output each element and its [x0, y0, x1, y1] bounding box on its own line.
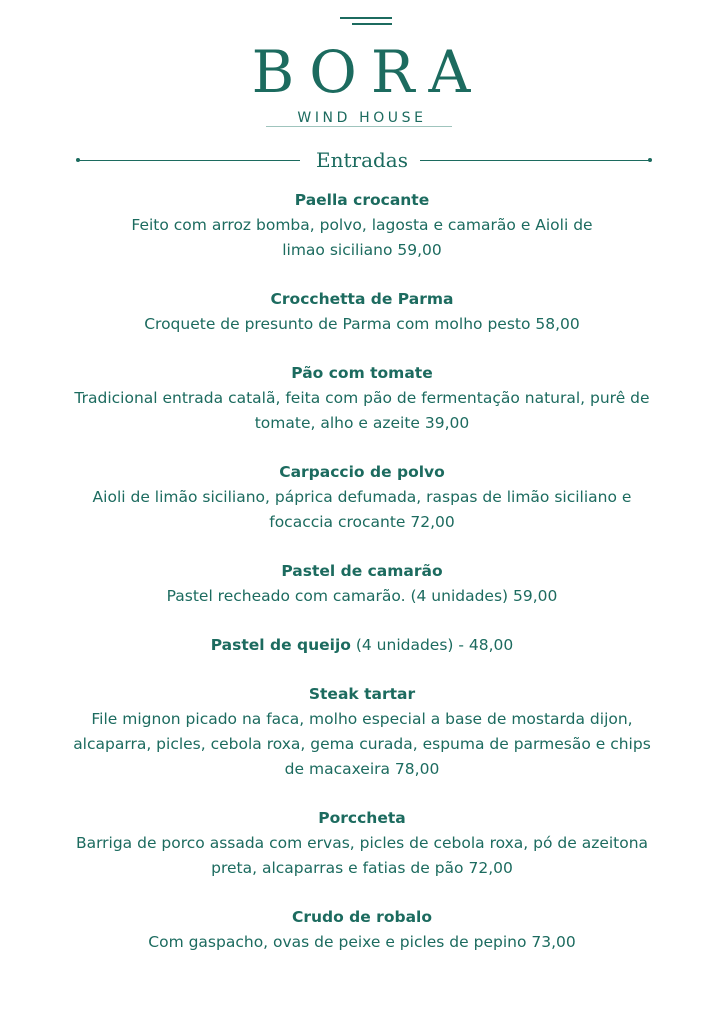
menu-item-desc: Tradicional entrada catalã, feita com pão de fermentação natural, purê de: [74, 389, 650, 407]
menu-item: [60, 559, 664, 609]
menu-item: [60, 806, 664, 881]
menu-item-name: Porccheta: [318, 809, 406, 827]
menu-item-desc: limao siciliano 59,00: [282, 241, 442, 259]
menu-item: [60, 633, 664, 658]
menu-item-desc: Com gaspacho, ovas de peixe e picles de pepino 73,00: [148, 933, 576, 951]
menu-item: [60, 287, 664, 337]
menu-item-desc: de macaxeira 78,00: [284, 760, 440, 778]
menu-item-desc: tomate, alho e azeite 39,00: [254, 414, 470, 432]
menu-item: [60, 460, 664, 535]
menu-item-desc: alcaparra, picles, cebola roxa, gema curada, espuma de parmesão e chips: [73, 735, 651, 753]
menu-item-desc: File mignon picado na faca, molho especial a base de mostarda dijon,: [91, 710, 633, 728]
menu-item-desc: Aioli de limão siciliano, páprica defumada, raspas de limão siciliano e: [92, 488, 632, 506]
menu-item-name: Pastel de camarão: [281, 562, 443, 580]
menu-item-desc: (4 unidades) - 48,00: [350, 636, 514, 654]
tagline-divider: [266, 126, 452, 127]
menu-items-list: [60, 188, 664, 979]
section-header: [0, 146, 724, 176]
menu-item-desc: Croquete de presunto de Parma com molho pesto 58,00: [144, 315, 580, 333]
brand-tagline: WIND HOUSE: [297, 110, 427, 126]
menu-item-desc: preta, alcaparras e fatias de pão 72,00: [211, 859, 513, 877]
menu-item-desc: focaccia crocante 72,00: [269, 513, 455, 531]
menu-item-line: [60, 633, 664, 658]
menu-item: [60, 905, 664, 955]
menu-item: [60, 188, 664, 263]
menu-item-name: Carpaccio de polvo: [279, 463, 445, 481]
menu-item-desc: Feito com arroz bomba, polvo, lagosta e camarão e Aioli de: [131, 216, 593, 234]
divider-right: [420, 160, 650, 161]
logo-line-bottom: [352, 23, 392, 25]
menu-item-desc: Barriga de porco assada com ervas, picles de cebola roxa, pó de azeitona: [75, 834, 649, 852]
menu-item: [60, 361, 664, 436]
menu-item: [60, 682, 664, 782]
menu-item-name: Steak tartar: [308, 685, 416, 703]
menu-item-name: Pastel de queijo: [210, 636, 351, 654]
menu-item-name: Paella crocante: [294, 191, 430, 209]
menu-item-desc: Pastel recheado com camarão. (4 unidades) 59,00: [166, 587, 558, 605]
menu-item-name: Pão com tomate: [291, 364, 433, 382]
section-title: Entradas: [316, 148, 408, 172]
logo-line-top: [340, 17, 392, 19]
menu-item-name: Crocchetta de Parma: [270, 290, 454, 308]
menu-item-name: Crudo de robalo: [291, 908, 432, 926]
divider-dot-right: [648, 158, 652, 162]
brand-logo: BORA: [251, 38, 485, 106]
logo-accent-lines: [0, 14, 724, 30]
